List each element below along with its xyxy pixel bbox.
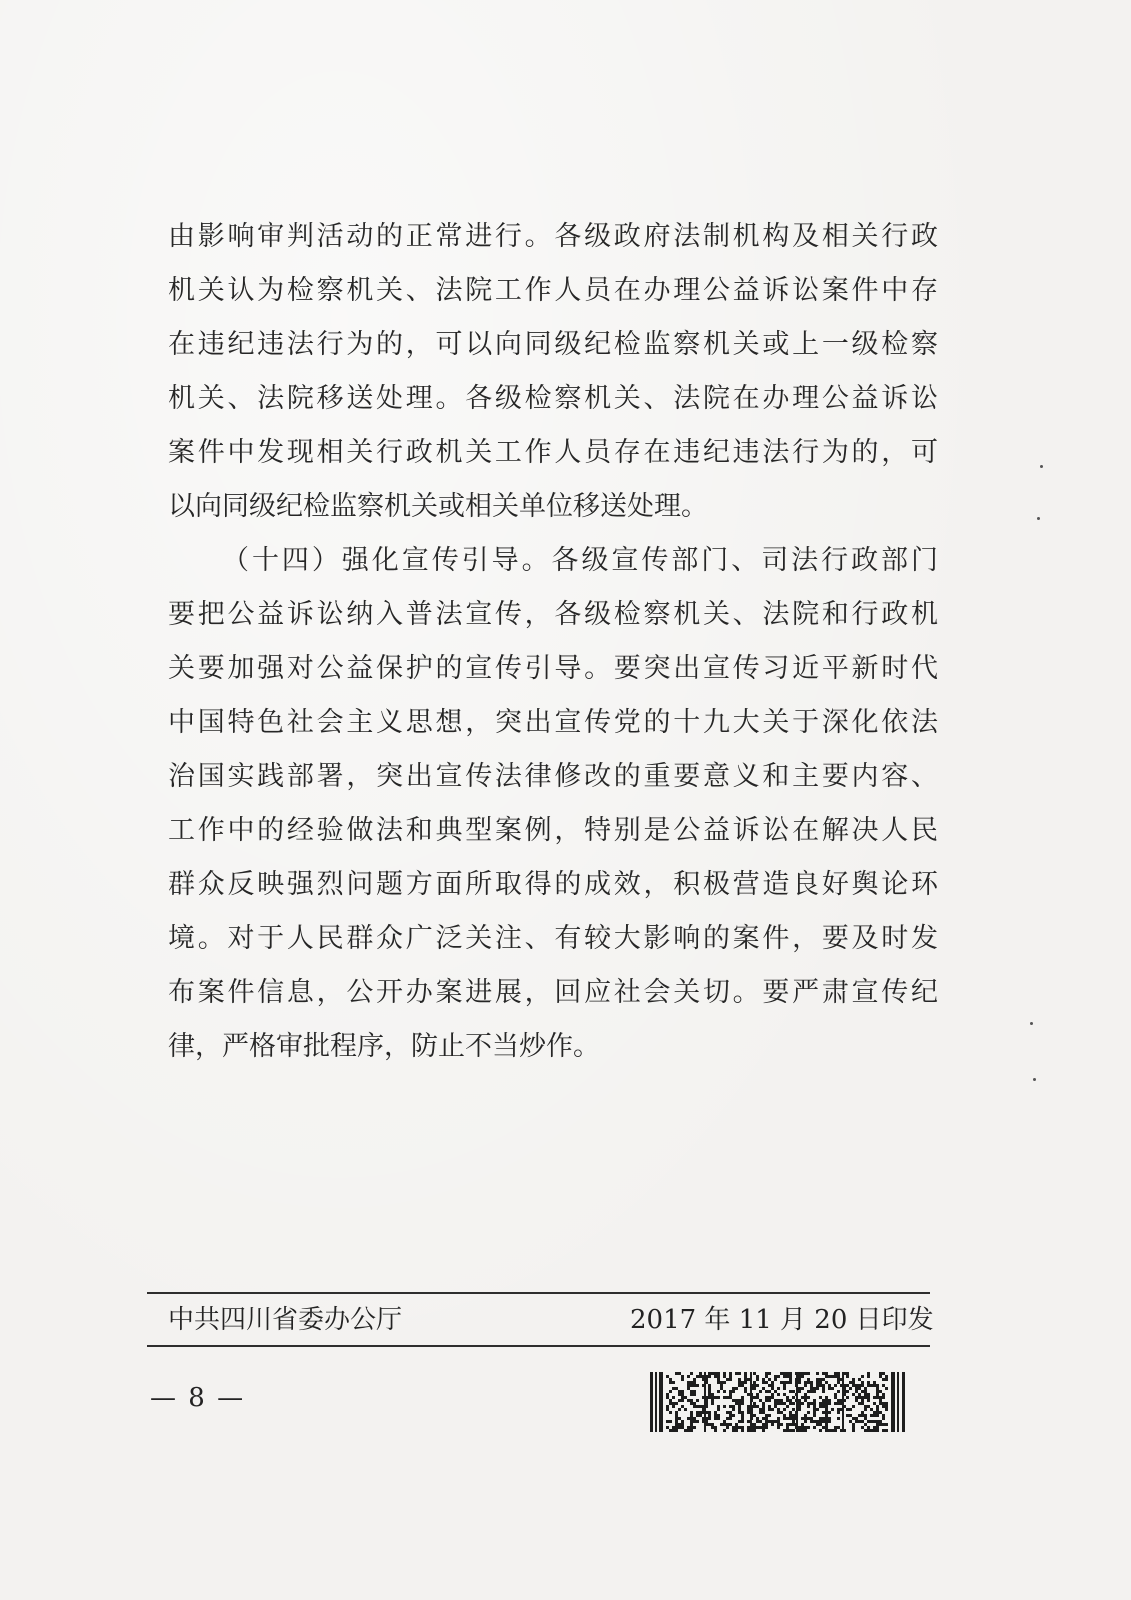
text-line: 由影响审判活动的正常进行。各级政府法制机构及相关行政 xyxy=(168,221,938,252)
scan-speck xyxy=(1040,465,1043,468)
text-line: 群众反映强烈问题方面所取得的成效，积极营造良好舆论环 xyxy=(168,869,938,900)
issue-date: 2017 年 11 月 20 日印发 xyxy=(630,1305,934,1335)
scan-speck xyxy=(1030,1022,1033,1025)
barcode-graphic xyxy=(650,1370,910,1434)
text-line: 在违纪违法行为的，可以向同级纪检监察机关或上一级检察 xyxy=(168,329,938,360)
text-line: 案件中发现相关行政机关工作人员存在违纪违法行为的，可 xyxy=(168,437,938,468)
paragraph-2 xyxy=(168,534,938,1074)
text-line: 治国实践部署，突出宣传法律修改的重要意义和主要内容、 xyxy=(168,761,938,792)
document-body xyxy=(168,210,938,1074)
scan-speck xyxy=(1037,517,1040,520)
text-line: 布案件信息，公开办案进展，回应社会关切。要严肃宣传纪 xyxy=(168,977,938,1008)
text-line: 境。对于人民群众广泛关注、有较大影响的案件，要及时发 xyxy=(168,923,938,954)
issuer-name: 中共四川省委办公厅 xyxy=(168,1305,403,1335)
text-line: 机关认为检察机关、法院工作人员在办理公益诉讼案件中存 xyxy=(168,275,938,306)
scan-speck xyxy=(1033,1078,1036,1081)
text-line: 工作中的经验做法和典型案例，特别是公益诉讼在解决人民 xyxy=(168,815,938,846)
text-line: 中国特色社会主义思想，突出宣传党的十九大关于深化依法 xyxy=(168,707,938,738)
text-line: 律，严格审批程序，防止不当炒作。 xyxy=(168,1031,600,1062)
paragraph-1 xyxy=(168,210,938,534)
page-number: — 8 — xyxy=(150,1383,246,1413)
text-line: 要把公益诉讼纳入普法宣传，各级检察机关、法院和行政机 xyxy=(168,599,938,630)
text-line: 机关、法院移送处理。各级检察机关、法院在办理公益诉讼 xyxy=(168,383,938,414)
footer-bottom-rule xyxy=(147,1345,930,1347)
text-line: 以向同级纪检监察机关或相关单位移送处理。 xyxy=(168,491,708,522)
text-line: （十四）强化宣传引导。各级宣传部门、司法行政部门 xyxy=(222,545,938,576)
text-line: 关要加强对公益保护的宣传引导。要突出宣传习近平新时代 xyxy=(168,653,938,684)
footer-top-rule xyxy=(147,1292,930,1294)
